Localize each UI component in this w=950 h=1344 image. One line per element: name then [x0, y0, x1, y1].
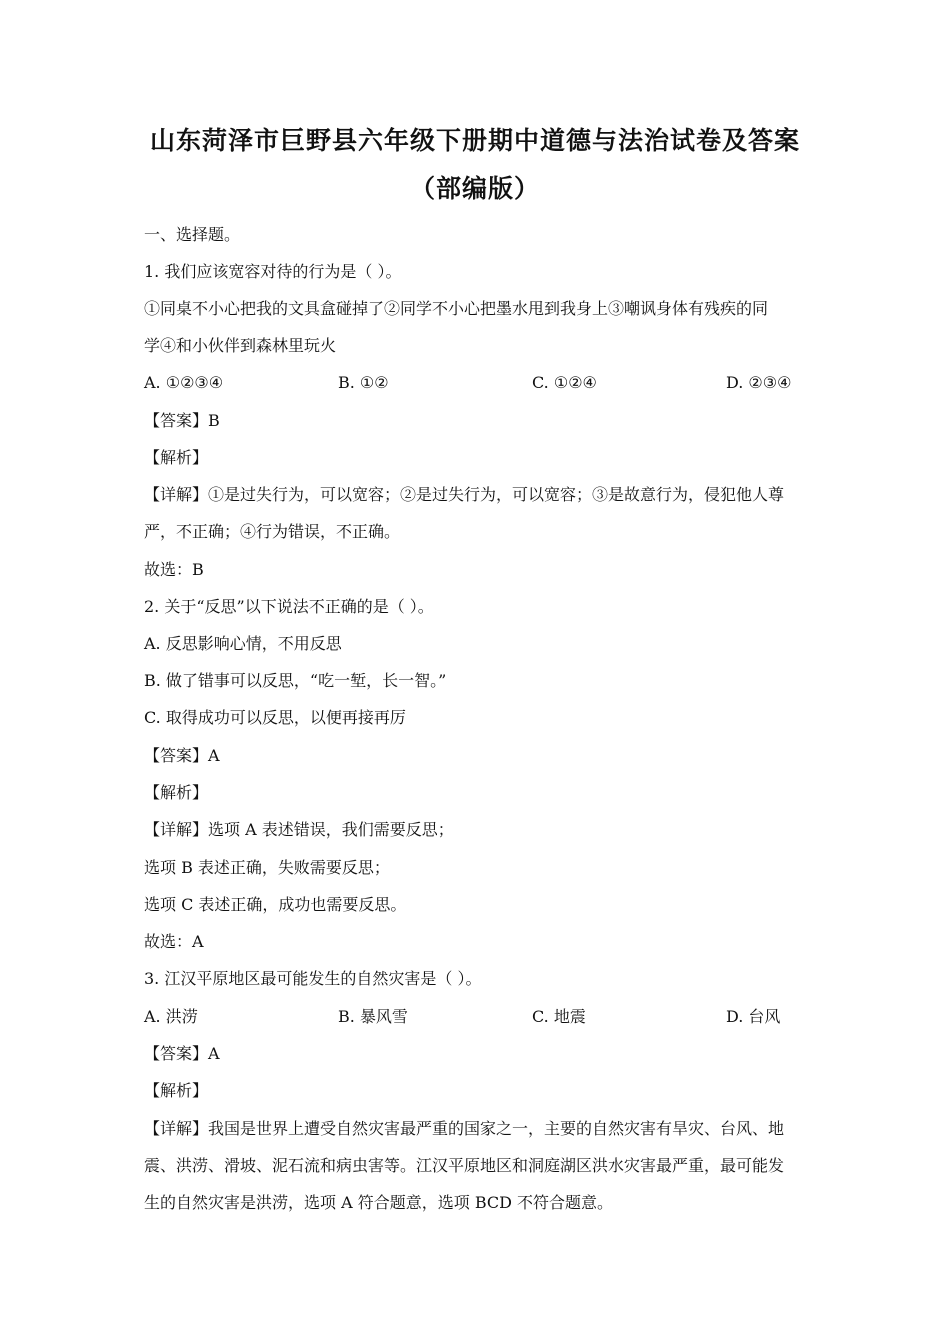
q1-answer: 【答案】B — [144, 411, 220, 430]
q3-stem: 3. 江汉平原地区最可能发生的自然灾害是（ ）。 — [144, 969, 482, 988]
q1-detail-cont: 严，不正确；④行为错误，不正确。 — [144, 522, 401, 541]
q3-detail-cont2: 生的自然灾害是洪涝，选项 A 符合题意，选项 BCD 不符合题意。 — [144, 1193, 614, 1212]
q3-detail-cont: 震、洪涝、滑坡、泥石流和病虫害等。江汉平原地区和洞庭湖区洪水灾害最严重，最可能发 — [144, 1156, 785, 1175]
q3-option-c: C. 地震 — [532, 1007, 586, 1026]
q3-option-a: A. 洪涝 — [144, 1007, 198, 1026]
q2-choice: 故选：A — [144, 932, 204, 951]
q1-analysis-label: 【解析】 — [144, 448, 209, 467]
q2-answer: 【答案】A — [144, 746, 220, 765]
q1-option-c: C. ①②④ — [532, 373, 597, 392]
q1-description: ①同桌不小心把我的文具盒碰掉了②同学不小心把墨水甩到我身上③嘲讽身体有残疾的同 — [144, 299, 769, 318]
q3-detail: 【详解】我国是世界上遭受自然灾害最严重的国家之一，主要的自然灾害有旱灾、台风、地 — [144, 1119, 785, 1138]
q1-detail: 【详解】①是过失行为，可以宽容；②是过失行为，可以宽容；③是故意行为，侵犯他人尊 — [144, 485, 785, 504]
q1-stem: 1. 我们应该宽容对待的行为是（ ）。 — [144, 262, 402, 281]
q2-detail-cont2: 选项 C 表述正确，成功也需要反思。 — [144, 895, 407, 914]
q2-detail-cont: 选项 B 表述正确，失败需要反思； — [144, 858, 390, 877]
q2-option-b: B. 做了错事可以反思，“吃一堑，长一智。” — [144, 671, 447, 690]
q3-analysis-label: 【解析】 — [144, 1081, 209, 1100]
document-title: 山东菏泽市巨野县六年级下册期中道德与法治试卷及答案 — [149, 126, 800, 155]
q2-detail: 【详解】选项 A 表述错误，我们需要反思； — [144, 820, 454, 839]
q3-option-d: D. 台风 — [726, 1007, 781, 1026]
q3-option-b: B. 暴风雪 — [338, 1007, 408, 1026]
q1-option-b: B. ①② — [338, 373, 389, 392]
q1-choice: 故选：B — [144, 560, 204, 579]
q1-option-d: D. ②③④ — [726, 373, 792, 392]
q2-option-c: C. 取得成功可以反思，以便再接再厉 — [144, 708, 406, 727]
q3-answer: 【答案】A — [144, 1044, 220, 1063]
q2-stem: 2. 关于“反思”以下说法不正确的是（ ）。 — [144, 597, 434, 616]
q2-option-a: A. 反思影响心情，不用反思 — [144, 634, 342, 653]
document-subtitle: （部编版） — [409, 174, 540, 203]
section-heading: 一、选择题。 — [144, 225, 241, 244]
q2-analysis-label: 【解析】 — [144, 783, 209, 802]
q1-option-a: A. ①②③④ — [144, 373, 224, 392]
q1-description-cont: 学④和小伙伴到森林里玩火 — [144, 336, 337, 355]
